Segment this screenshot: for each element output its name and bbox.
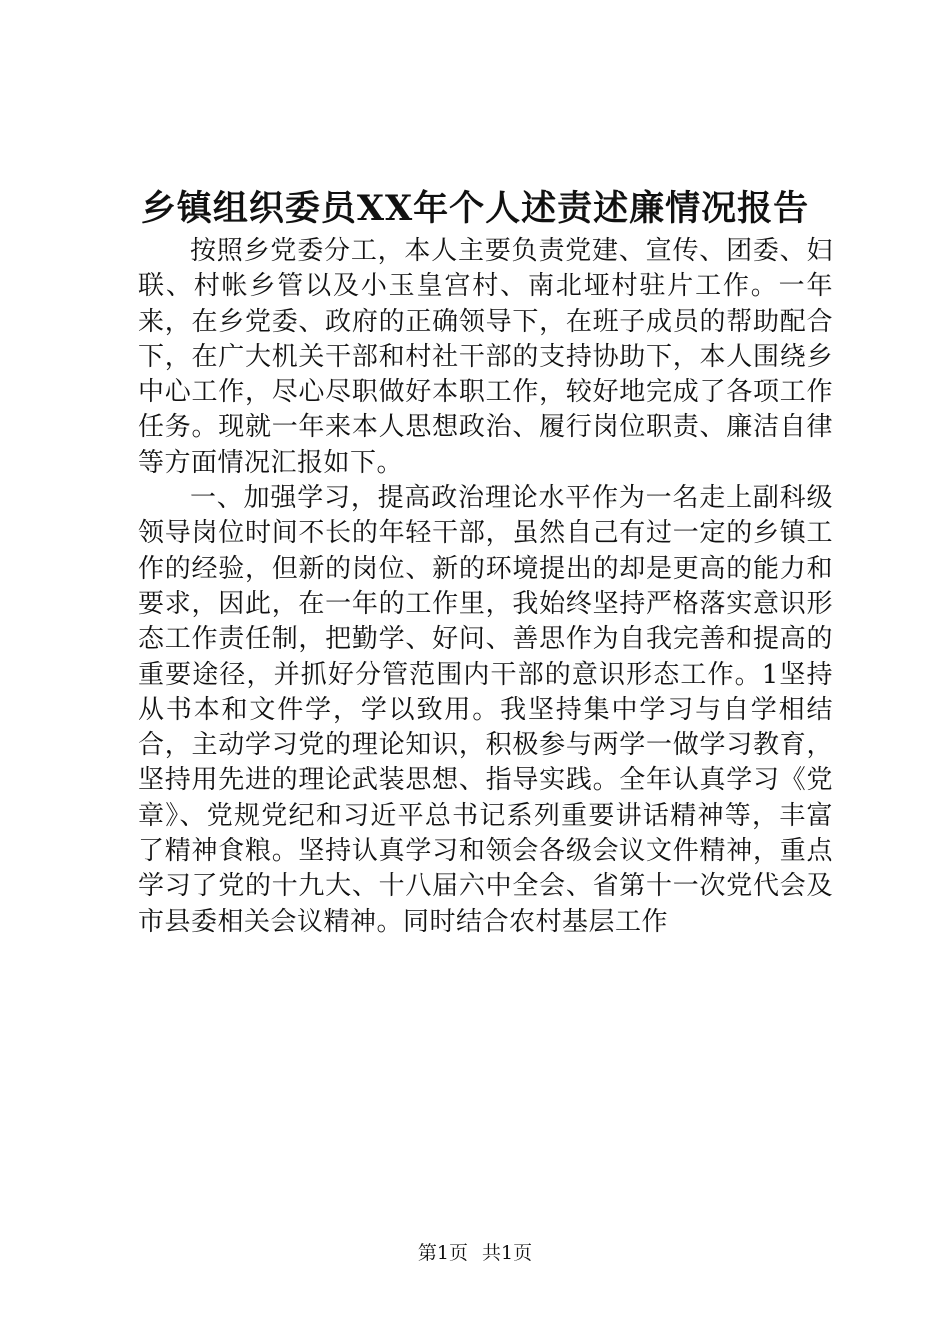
document-body [138, 234, 833, 940]
paragraph-intro: 按照乡党委分工，本人主要负责党建、宣传、团委、妇联、村帐乡管以及小玉皇宫村、南北垭村驻片工作。一年来，在乡党委、政府的正确领导下，在班子成员的帮助配合下，在广大机关干部和村社干部的支持协助下，本人围绕乡中心工作，尽心尽职做好本职工作，较好地完成了各项工作任务。现就一年来本人思想政治、履行岗位职责、廉洁自律等方面情况汇报如下。 [138, 236, 833, 478]
document-title: 乡镇组织委员XX年个人述责述廉情况报告 [140, 188, 810, 229]
page-footer [0, 1240, 950, 1266]
page-total: 共1页 [482, 1242, 533, 1264]
paragraph-section-one: 一、加强学习，提高政治理论水平作为一名走上副科级领导岗位时间不长的年轻干部，虽然自己有过一定的乡镇工作的经验，但新的岗位、新的环境提出的却是更高的能力和要求，因此，在一年的工作里，我始终坚持严格落实意识形态工作责任制，把勤学、好问、善思作为自我完善和提高的重要途径，并抓好分管范围内干部的意识形态工作。1坚持从书本和文件学，学以致用。我坚持集中学习与自学相结合，主动学习党的理论知识，积极参与两学一做学习教育，坚持用先进的理论武装思想、指导实践。全年认真学习《党章》、党规党纪和习近平总书记系列重要讲话精神等，丰富了精神食粮。坚持认真学习和领会各级会议文件精神，重点学习了党的十九大、十八届六中全会、省第十一次党代会及市县委相关会议精神。同时结合农村基层工作 [138, 483, 833, 937]
page-number: 第1页 [417, 1242, 468, 1264]
